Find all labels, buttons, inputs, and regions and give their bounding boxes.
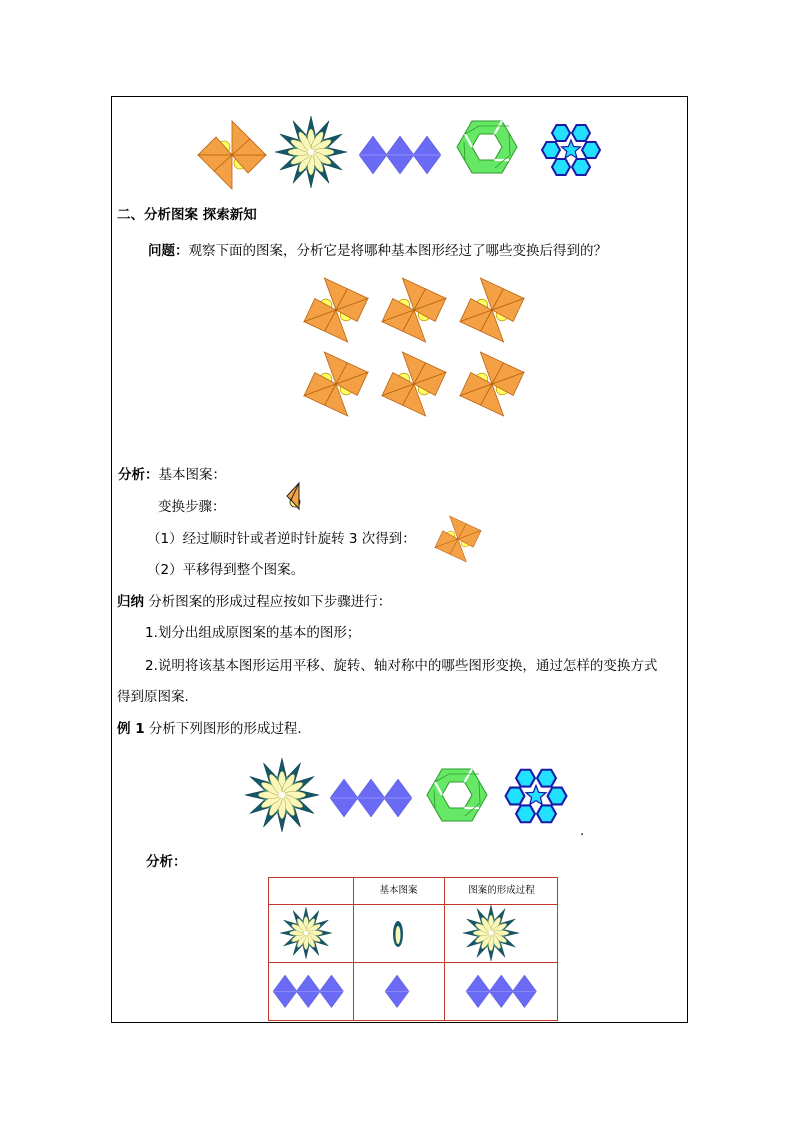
example-text: 分析下列图形的形成过程． (148, 721, 311, 737)
question-line (148, 242, 607, 260)
step-one: （1）经过顺时针或者逆时针旋转 3 次得到： (147, 531, 416, 547)
base-shape-icon (285, 481, 305, 513)
table-divider (444, 878, 445, 1020)
example-line (117, 720, 311, 738)
petal-icon (390, 919, 406, 949)
summary-item-2: 2.说明将该基本图形运用平移、旋转、轴对称中的哪些图形变换，通过怎样的变换方式 (145, 658, 658, 674)
table-divider (353, 878, 354, 1020)
table-triple-diamond-icon (273, 975, 349, 1011)
cyan-hexagon-cluster-icon (501, 761, 571, 831)
trailing-dot: . (580, 823, 585, 839)
question-text: 观察下面的图案，分析它是将哪种基本图形经过了哪些变换后得到的？ (188, 243, 607, 259)
pinwheel-grid (290, 268, 530, 428)
triple-diamond-icon (330, 779, 416, 819)
summary-label: 归纳 (117, 594, 144, 610)
step-two: （2）平移得到整个图案。 (147, 562, 305, 578)
triple-diamond-icon (359, 136, 445, 176)
green-hexagon-ring-icon (455, 119, 521, 177)
summary-item-2-cont: 得到原图案. (117, 689, 189, 705)
analysis-label: 分析： (118, 467, 159, 483)
table-header-cell: 基本图案 (379, 885, 418, 896)
summary-item-1: 1.划分出组成原图案的基本的图形； (145, 625, 361, 641)
example-label: 例 1 (117, 721, 145, 737)
flower-icon (245, 756, 323, 834)
grid-pinwheel (292, 340, 379, 427)
grid-pinwheel (292, 266, 379, 353)
green-hexagon-ring-icon (425, 766, 491, 824)
table-triple-diamond-icon (466, 975, 542, 1011)
table-flower-icon (279, 906, 333, 960)
single-pinwheel-icon (430, 512, 486, 566)
base-pattern-text: 基本图案： (158, 467, 226, 483)
summary-line (117, 593, 391, 611)
steps-title: 变换步骤： (158, 499, 226, 515)
single-diamond-icon (385, 975, 415, 1011)
flower-icon (274, 113, 350, 189)
cyan-hexagon-cluster-icon (538, 117, 604, 183)
grid-pinwheel (370, 266, 457, 353)
grid-pinwheel (448, 266, 535, 353)
analysis-line (118, 466, 226, 484)
grid-pinwheel (370, 340, 457, 427)
grid-pinwheel (448, 340, 535, 427)
analysis-label-2: 分析： (146, 854, 187, 870)
table-flower-icon (462, 904, 520, 962)
table-header-cell: 图案的形成过程 (468, 885, 535, 896)
summary-text: 分析图案的形成过程应按如下步骤进行： (148, 594, 392, 610)
pinwheel-icon (195, 117, 271, 193)
table-divider (269, 962, 557, 963)
section-heading: 二、分析图案 探索新知 (117, 207, 257, 223)
question-label: 问题： (148, 243, 189, 259)
